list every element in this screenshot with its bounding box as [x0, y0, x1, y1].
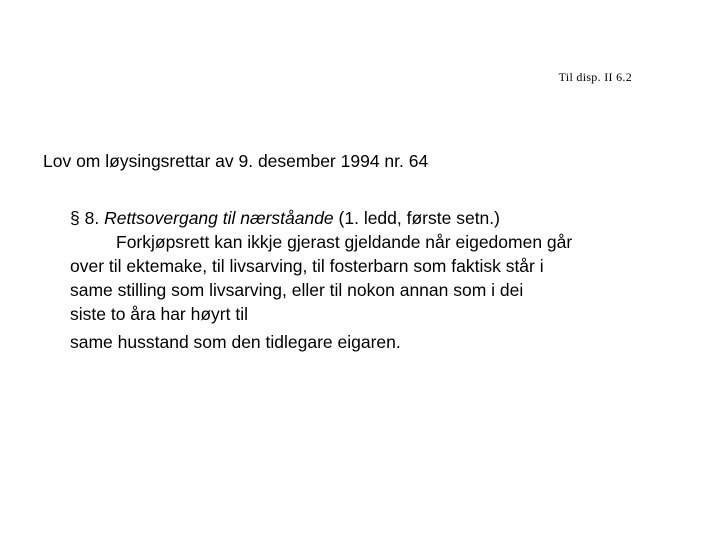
- section-body: [70, 230, 700, 326]
- section-number: § 8.: [70, 208, 100, 228]
- document-reference: Til disp. II 6.2: [558, 70, 632, 84]
- body-line: siste to åra har høyrt til: [70, 304, 248, 324]
- section-final-line: same husstand som den tidlegare eigaren.: [70, 332, 401, 352]
- law-title: Lov om løysingsrettar av 9. desember 1994 nr. 64: [43, 151, 429, 171]
- body-line: same stilling som livsarving, eller til nokon annan som i dei: [70, 280, 524, 300]
- section-title-suffix: (1. ledd, første setn.): [338, 208, 500, 228]
- section-heading: [70, 206, 700, 230]
- body-line: over til ektemake, til livsarving, til fosterbarn som faktisk står i: [70, 256, 544, 276]
- section-8: [70, 206, 700, 354]
- section-title: Rettsovergang til nærståande: [104, 208, 334, 228]
- body-line: Forkjøpsrett kan ikkje gjerast gjeldande når eigedomen går: [116, 232, 573, 252]
